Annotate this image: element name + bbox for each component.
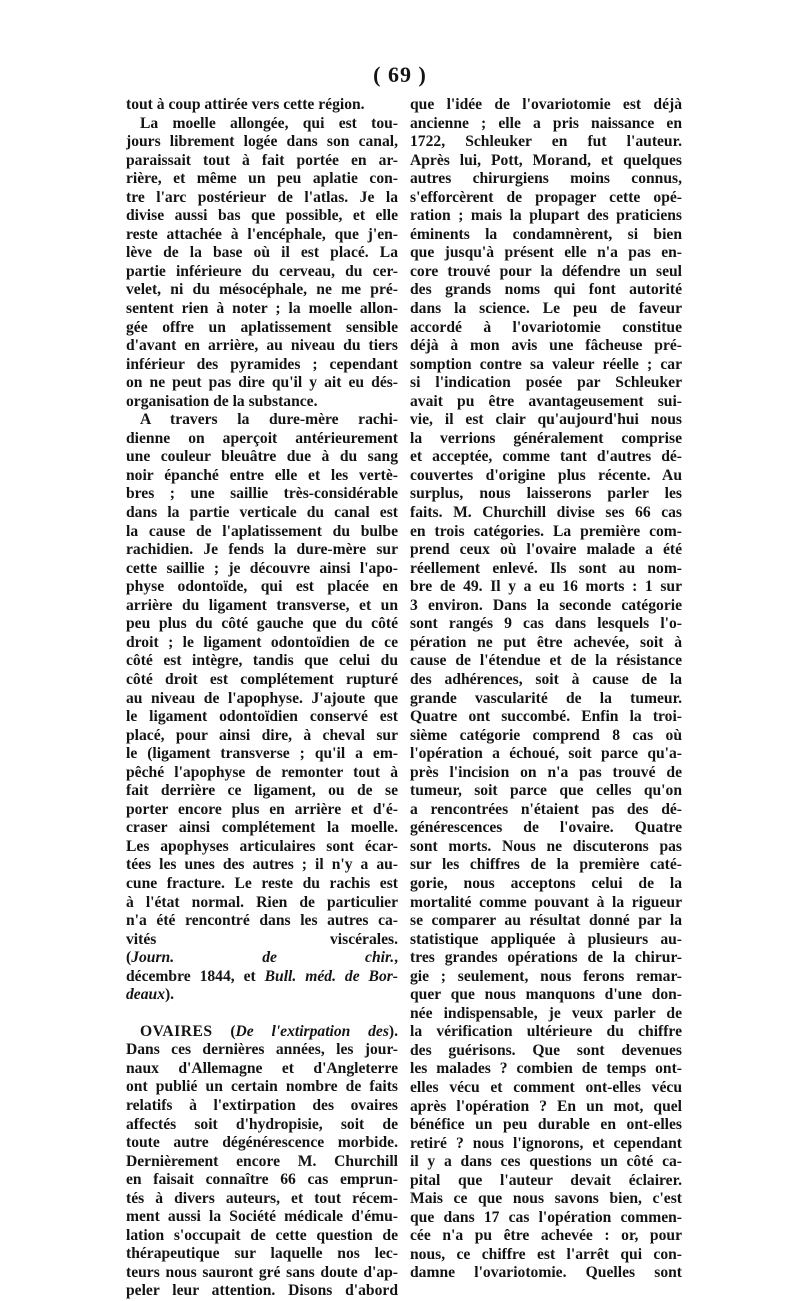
text-line: lève de la base où il est placé. La xyxy=(126,244,398,262)
text-line: si l'indication posée par Schleuker xyxy=(410,374,682,392)
text-line: sentent rien à noter ; la moelle allon- xyxy=(126,300,398,318)
text-line: ancienne ; elle a pris naissance en xyxy=(410,114,682,132)
text-line: nous, ce chiffre est l'arrêt qui con- xyxy=(410,1245,682,1263)
text-line: Quatre ont succombé. Enfin la troi- xyxy=(410,708,682,726)
text-line: partie inférieure du cerveau, du cer- xyxy=(126,262,398,280)
text-line: la verrions généralement comprise xyxy=(410,429,682,447)
text-line: sont rangés 9 cas dans lesquels l'o- xyxy=(410,615,682,633)
text-line: statistique appliquée à plusieurs au- xyxy=(410,930,682,948)
text-line: née indispensable, je veux parler de xyxy=(410,1004,682,1022)
text-line: somption contre sa valeur réelle ; car xyxy=(410,355,682,373)
text-line: d'avant en arrière, au niveau du tiers xyxy=(126,337,398,355)
text-line: sur les chiffres de la première caté- xyxy=(410,856,682,874)
citation-bulletin: Bull. méd. de Bor- xyxy=(264,967,398,985)
text-line: Dernièrement encore M. Churchill xyxy=(126,1152,398,1170)
text-line: peu plus du côté gauche que du côté xyxy=(126,615,398,633)
text-line: l'opération a échoué, soit parce qu'a- xyxy=(410,745,682,763)
text-line: 3 environ. Dans la seconde catégorie xyxy=(410,596,682,614)
text-line: tres grandes opérations de la chirur- xyxy=(410,949,682,967)
text-line: dienne on aperçoit antérieurement xyxy=(126,429,398,447)
citation-line-2: décembre 1844, et Bull. méd. de Bor- xyxy=(126,967,398,985)
text-line: dans la science. Le peu de faveur xyxy=(410,300,682,318)
text-line: prend ceux où l'ovaire malade a été xyxy=(410,541,682,559)
text-line: gie ; seulement, nous ferons remar- xyxy=(410,967,682,985)
text-line: inférieur des pyramides ; cependant xyxy=(126,355,398,373)
text-line: des adhérences, soit à cause de la xyxy=(410,670,682,688)
text-line: core trouvé pour la défendre un seul xyxy=(410,262,682,280)
text-line: Les apophyses articulaires sont écar- xyxy=(126,837,398,855)
text-line: et acceptée, comme tant d'autres dé- xyxy=(410,448,682,466)
text-line: a rencontrées n'étaient pas des dé- xyxy=(410,800,682,818)
text-line: les malades ? combien de temps ont- xyxy=(410,1060,682,1078)
section-gap xyxy=(126,1005,398,1023)
text-line: Après lui, Pott, Morand, et quelques xyxy=(410,151,682,169)
text-line: fait derrière ce ligament, ou de se xyxy=(126,782,398,800)
text-line: bénéfice un peu durable en ont-elles xyxy=(410,1116,682,1134)
text-line: tées les unes des autres ; il n'y a au- xyxy=(126,856,398,874)
text-line: n'a été rencontré dans les autres ca- xyxy=(126,912,398,930)
text-line: une couleur bleuâtre due à du sang xyxy=(126,448,398,466)
text-line: tés à divers auteurs, et tout récem- xyxy=(126,1189,398,1207)
right-column xyxy=(410,96,682,1283)
text-line: sont morts. Nous ne discuterons pas xyxy=(410,837,682,855)
text-line: divise aussi bas que possible, et elle xyxy=(126,207,398,225)
text-line: dans la partie verticale du canal est xyxy=(126,504,398,522)
paragraph-dure-mere xyxy=(126,411,398,949)
text-line: thérapeutique sur laquelle nos lec- xyxy=(126,1245,398,1263)
text-line: faits. M. Churchill divise ses 66 cas xyxy=(410,504,682,522)
text-line: générescences de l'ovaire. Quatre xyxy=(410,819,682,837)
text-line: la cause de l'aplatissement du bulbe xyxy=(126,522,398,540)
text-line: bre de 49. Il y a eu 16 morts : 1 sur xyxy=(410,578,682,596)
text-line: toute autre dégénérescence morbide. xyxy=(126,1134,398,1152)
section-heading: OVAIRES (De l'extirpation des). xyxy=(140,1022,398,1040)
text-line: pital que l'auteur devait éclairer. xyxy=(410,1171,682,1189)
text-line: 1722, Schleuker en fut l'auteur. xyxy=(410,133,682,151)
text-line: côté droit est complétement rupturé xyxy=(126,670,398,688)
text-line: le (ligament transverse ; qu'il a em- xyxy=(126,745,398,763)
text-line: côté est intègre, tandis que celui du xyxy=(126,652,398,670)
text-line: reste attachée à l'encéphale, que j'en- xyxy=(126,225,398,243)
text-line: damne l'ovariotomie. Quelles sont xyxy=(410,1264,682,1282)
citation-journal: Journ. de chir. xyxy=(131,949,395,967)
text-line: au niveau de l'apophyse. J'ajoute que xyxy=(126,689,398,707)
text-line: mortalité comme pouvant à la rigueur xyxy=(410,893,682,911)
text-line: ont publié un certain nombre de faits xyxy=(126,1078,398,1096)
text-line: éminents la condamnèrent, si bien xyxy=(410,225,682,243)
text-line: jours librement logée dans son canal, xyxy=(126,133,398,151)
text-line: naux d'Allemagne et d'Angleterre xyxy=(126,1059,398,1077)
citation-line-3: deaux). xyxy=(126,986,175,1004)
paragraph-ovariotomie xyxy=(410,96,682,1283)
text-line: des grands noms qui font autorité xyxy=(410,281,682,299)
text-line: tumeur, soit parce que celles qu'on xyxy=(410,782,682,800)
text-line: cette saillie ; je découvre ainsi l'apo- xyxy=(126,559,398,577)
text-line: vités viscérales. xyxy=(126,930,398,948)
text-line: avait pu être avantageusement sui- xyxy=(410,392,682,410)
text-line: que dans 17 cas l'opération commen- xyxy=(410,1208,682,1226)
text-line: affectés soit d'hydropisie, soit de xyxy=(126,1115,398,1133)
text-line: tout à coup attirée vers cette région. xyxy=(126,96,365,113)
text-line: il y a dans ces questions un côté ca- xyxy=(410,1153,682,1171)
text-line: déjà à mon avis une fâcheuse pré- xyxy=(410,337,682,355)
text-line: noir épanché entre elle et les vertè- xyxy=(126,466,398,484)
text-line: s'efforcèrent de propager cette opé- xyxy=(410,188,682,206)
text-line: paraissait tout à fait portée en ar- xyxy=(126,151,398,169)
text-line: le ligament odontoïdien conservé est xyxy=(126,708,398,726)
text-line: on ne peut pas dire qu'il y ait eu dés- xyxy=(126,374,398,392)
page-number: ( 69 ) xyxy=(373,62,427,87)
text-line: que jusqu'à présent elle n'a pas en- xyxy=(410,244,682,262)
text-line: ment aussi la Société médicale d'ému- xyxy=(126,1208,398,1226)
text-line: surplus, nous laisserons parler les xyxy=(410,485,682,503)
text-line: pération ne put être achevée, soit à xyxy=(410,633,682,651)
text-line: La moelle allongée, qui est tou- xyxy=(140,114,398,132)
text-line: Mais ce que nous savons bien, c'est xyxy=(410,1190,682,1208)
text-line: pêché l'apophyse de remonter tout à xyxy=(126,763,398,781)
text-line: grande vascularité de la tumeur. xyxy=(410,689,682,707)
text-line: la vérification ultérieure du chiffre xyxy=(410,1023,682,1041)
text-line: gée offre un aplatissement sensible xyxy=(126,318,398,336)
section-title: OVAIRES xyxy=(140,1022,213,1040)
text-line: vie, il est clair qu'aujourd'hui nous xyxy=(410,411,682,429)
text-line: rière, et même un peu aplatie con- xyxy=(126,170,398,188)
text-line: Dans ces dernières années, les jour- xyxy=(126,1041,398,1059)
paragraph-ovaires xyxy=(126,1041,398,1301)
text-line: autres chirurgiens moins connus, xyxy=(410,170,682,188)
text-line: lation s'occupait de cette question de xyxy=(126,1226,398,1244)
citation-line-1: (Journ. de chir., xyxy=(126,949,398,967)
text-line: A travers la dure-mère rachi- xyxy=(140,411,398,429)
text-line: bres ; une saillie très-considérable xyxy=(126,485,398,503)
text-line: accordé à l'ovariotomie constitue xyxy=(410,318,682,336)
text-line: des guérisons. Que sont devenues xyxy=(410,1041,682,1059)
text-line: ration ; mais la plupart des praticiens xyxy=(410,207,682,225)
text-line: cune fracture. Le reste du rachis est xyxy=(126,874,398,892)
text-line: rachidien. Je fends la dure-mère sur xyxy=(126,541,398,559)
text-line: cause de l'étendue et de la résistance xyxy=(410,652,682,670)
text-line: craser ainsi complétement la moelle. xyxy=(126,819,398,837)
paragraph-intro xyxy=(126,96,398,115)
text-line: se comparer au résultat donné par la xyxy=(410,912,682,930)
text-line: réellement enlevé. Ils sont au nom- xyxy=(410,559,682,577)
citation xyxy=(126,949,398,1005)
text-line: retiré ? nous l'ignorons, et cependant xyxy=(410,1134,682,1152)
text-line: à l'état normal. Rien de particulier xyxy=(126,893,398,911)
text-line: porter encore plus en arrière et d'é- xyxy=(126,800,398,818)
text-line: teurs nous sauront gré sans doute d'ap- xyxy=(126,1263,398,1281)
text-line: droit ; le ligament odontoïdien de ce xyxy=(126,633,398,651)
text-line: après l'opération ? En un mot, quel xyxy=(410,1097,682,1115)
paragraph-moelle xyxy=(126,115,398,412)
text-line: quer que nous manquons d'une don- xyxy=(410,986,682,1004)
text-line: gorie, nous acceptons celui de la xyxy=(410,874,682,892)
text-line: relatifs à l'extirpation des ovaires xyxy=(126,1096,398,1114)
text-line: sième catégorie comprend 8 cas où xyxy=(410,726,682,744)
text-line: velet, ni du mésocéphale, ne me pré- xyxy=(126,281,398,299)
text-line: arrière du ligament transverse, et un xyxy=(126,596,398,614)
text-line: tre l'arc postérieur de l'atlas. Je la xyxy=(126,188,398,206)
text-line: organisation de la substance. xyxy=(126,392,318,410)
text-line: physe odontoïde, qui est placée en xyxy=(126,578,398,596)
text-line: elles vécu et comment ont-elles vécu xyxy=(410,1078,682,1096)
text-line: cée n'a pu être achevée : or, pour xyxy=(410,1227,682,1245)
text-line: que l'idée de l'ovariotomie est déjà xyxy=(410,96,682,113)
text-line: couvertes d'origine plus récente. Au xyxy=(410,466,682,484)
text-line: en faisait connaître 66 cas emprun- xyxy=(126,1171,398,1189)
left-column xyxy=(126,96,398,1301)
text-line: placé, pour ainsi dire, à cheval sur xyxy=(126,726,398,744)
text-line: peler leur attention. Disons d'abord xyxy=(126,1282,398,1300)
text-line: en trois catégories. La première com- xyxy=(410,522,682,540)
section-subtitle: De l'extirpation des xyxy=(235,1022,389,1040)
text-line: près l'incision on n'a pas trouvé de xyxy=(410,763,682,781)
